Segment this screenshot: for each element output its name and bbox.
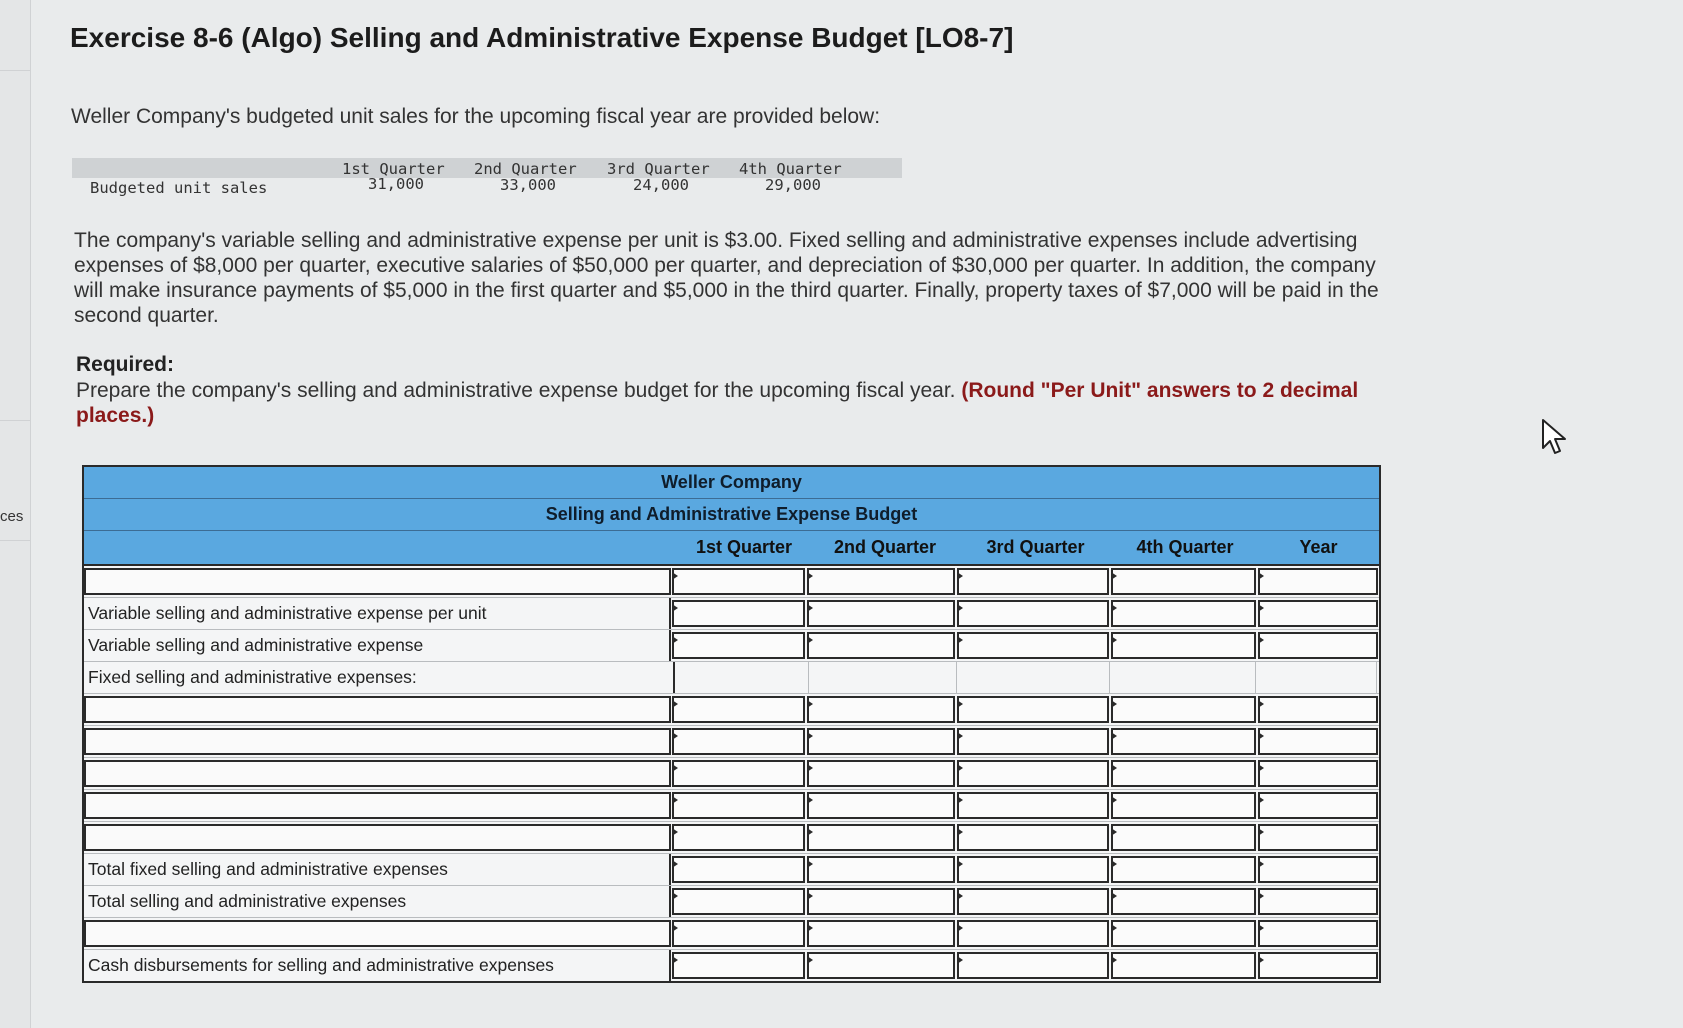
answer-cell[interactable] bbox=[672, 824, 805, 851]
answer-cell[interactable] bbox=[957, 728, 1109, 755]
budget-row bbox=[84, 886, 1379, 918]
answer-cell[interactable] bbox=[957, 792, 1109, 819]
answer-cell[interactable] bbox=[1111, 792, 1256, 819]
answer-cell[interactable] bbox=[1258, 568, 1378, 595]
answer-cell[interactable] bbox=[807, 600, 954, 627]
column-header-row bbox=[84, 531, 1379, 566]
answer-cell[interactable] bbox=[1258, 920, 1378, 947]
empty-cell bbox=[1256, 662, 1377, 693]
unit-sales-value-q4: 29,000 bbox=[765, 176, 821, 194]
answer-cell[interactable] bbox=[672, 952, 805, 979]
unit-sales-value-q1: 31,000 bbox=[368, 175, 424, 193]
budget-row bbox=[84, 854, 1379, 886]
answer-cell[interactable] bbox=[807, 856, 954, 883]
row-label-input[interactable] bbox=[84, 568, 671, 595]
budget-row bbox=[84, 758, 1379, 790]
answer-cell[interactable] bbox=[957, 952, 1109, 979]
answer-cell[interactable] bbox=[1258, 632, 1378, 659]
answer-cell[interactable] bbox=[1111, 856, 1256, 883]
answer-cell[interactable] bbox=[1111, 760, 1256, 787]
answer-cell[interactable] bbox=[1258, 888, 1378, 915]
answer-cell[interactable] bbox=[1258, 696, 1378, 723]
answer-cell[interactable] bbox=[957, 888, 1109, 915]
col-header-q4: 4th Quarter bbox=[1136, 537, 1234, 557]
answer-cell[interactable] bbox=[672, 792, 805, 819]
budget-row bbox=[84, 822, 1379, 854]
answer-cell[interactable] bbox=[672, 760, 805, 787]
budget-title: Selling and Administrative Expense Budget bbox=[84, 499, 1379, 531]
budget-row bbox=[84, 726, 1379, 758]
unit-sales-header bbox=[72, 158, 902, 178]
page-title: Exercise 8-6 (Algo) Selling and Administrative Expense Budget [LO8-7] bbox=[70, 22, 1014, 53]
side-tab-label[interactable]: ces bbox=[0, 508, 24, 525]
empty-cell bbox=[957, 662, 1110, 693]
answer-cell[interactable] bbox=[957, 568, 1109, 595]
answer-cell[interactable] bbox=[807, 760, 954, 787]
answer-cell[interactable] bbox=[807, 568, 954, 595]
empty-cell bbox=[809, 662, 957, 693]
answer-cell[interactable] bbox=[807, 920, 954, 947]
unit-sales-row-label: Budgeted unit sales bbox=[90, 179, 268, 197]
side-divider bbox=[0, 70, 30, 71]
unit-sales-col-q2: 2nd Quarter bbox=[474, 160, 577, 178]
budget-row bbox=[84, 950, 1379, 981]
answer-cell[interactable] bbox=[672, 920, 805, 947]
unit-sales-value-q3: 24,000 bbox=[633, 176, 689, 194]
answer-cell[interactable] bbox=[1111, 920, 1256, 947]
side-divider bbox=[0, 540, 30, 541]
budget-row bbox=[84, 598, 1379, 630]
unit-sales-row bbox=[72, 175, 902, 202]
answer-cell[interactable] bbox=[1258, 728, 1378, 755]
intro-text: Weller Company's budgeted unit sales for the upcoming fiscal year are provided below: bbox=[71, 105, 881, 128]
budget-row bbox=[84, 694, 1379, 726]
answer-cell[interactable] bbox=[957, 824, 1109, 851]
answer-cell[interactable] bbox=[1111, 568, 1256, 595]
answer-cell[interactable] bbox=[957, 856, 1109, 883]
row-label-input[interactable] bbox=[84, 728, 671, 755]
row-label-input[interactable] bbox=[84, 824, 671, 851]
unit-sales-col-q3: 3rd Quarter bbox=[607, 160, 710, 178]
answer-cell[interactable] bbox=[672, 888, 805, 915]
budget-row bbox=[84, 662, 1379, 694]
row-label-input[interactable] bbox=[84, 792, 671, 819]
col-header-year: Year bbox=[1299, 537, 1338, 557]
answer-cell[interactable] bbox=[1258, 952, 1378, 979]
row-label-input[interactable] bbox=[84, 920, 671, 947]
unit-sales-col-q4: 4th Quarter bbox=[739, 160, 842, 178]
answer-cell[interactable] bbox=[807, 824, 954, 851]
answer-cell[interactable] bbox=[1111, 824, 1256, 851]
answer-cell[interactable] bbox=[807, 952, 954, 979]
answer-cell[interactable] bbox=[672, 632, 805, 659]
column-header-spacer bbox=[84, 531, 677, 564]
mouse-pointer-icon bbox=[1540, 418, 1570, 458]
answer-cell[interactable] bbox=[672, 856, 805, 883]
row-label-var-expense: Variable selling and administrative expense bbox=[84, 630, 671, 661]
required-text: Prepare the company's selling and administrative expense budget for the upcoming fiscal year. bbox=[76, 379, 956, 402]
empty-cell bbox=[675, 662, 809, 693]
answer-cell[interactable] bbox=[672, 696, 805, 723]
answer-cell[interactable] bbox=[807, 696, 954, 723]
answer-cell[interactable] bbox=[1111, 600, 1256, 627]
col-header-q3: 3rd Quarter bbox=[986, 537, 1085, 557]
answer-cell[interactable] bbox=[1111, 888, 1256, 915]
row-label-input[interactable] bbox=[84, 760, 671, 787]
row-label-var-per-unit: Variable selling and administrative expense per unit bbox=[84, 598, 671, 629]
answer-cell[interactable] bbox=[957, 920, 1109, 947]
budget-header bbox=[84, 467, 1379, 531]
budget-row bbox=[84, 630, 1379, 662]
answer-cell[interactable] bbox=[957, 696, 1109, 723]
answer-cell[interactable] bbox=[807, 728, 954, 755]
row-label-total-fixed: Total fixed selling and administrative expenses bbox=[84, 854, 671, 885]
required-instructions bbox=[76, 378, 1366, 428]
budget-worksheet bbox=[82, 465, 1381, 983]
row-label-cash: Cash disbursements for selling and administrative expenses bbox=[84, 950, 671, 981]
rounding-note: (Round "Per Unit" answers to 2 decimal places.) bbox=[76, 379, 1359, 427]
answer-cell[interactable] bbox=[1111, 696, 1256, 723]
answer-cell[interactable] bbox=[957, 600, 1109, 627]
company-name: Weller Company bbox=[84, 467, 1379, 499]
answer-cell[interactable] bbox=[1111, 632, 1256, 659]
answer-cell[interactable] bbox=[807, 888, 954, 915]
row-label-total: Total selling and administrative expenses bbox=[84, 886, 671, 917]
unit-sales-col-q1: 1st Quarter bbox=[342, 160, 445, 178]
col-header-q2: 2nd Quarter bbox=[833, 537, 937, 557]
budget-row bbox=[84, 790, 1379, 822]
answer-cell[interactable] bbox=[1111, 952, 1256, 979]
answer-cell[interactable] bbox=[807, 632, 954, 659]
budget-row bbox=[84, 918, 1379, 950]
col-header-q1: 1st Quarter bbox=[695, 537, 793, 557]
answer-cell[interactable] bbox=[1258, 856, 1378, 883]
answer-cell[interactable] bbox=[672, 600, 805, 627]
problem-description: The company's variable selling and administrative expense per unit is $3.00. Fixed selling and administrative expenses include advertising expenses of $8,000 per quarter, executive salaries of $50,000 per quarter, and depreciation of $30,000 per quarter. In addition, the company will make insurance payments of $5,000 in the first quarter and $5,000 in the third quarter. Finally, property taxes of $7,000 will be paid in the second quarter. bbox=[74, 229, 1379, 327]
answer-cell[interactable] bbox=[957, 760, 1109, 787]
answer-cell[interactable] bbox=[1258, 760, 1378, 787]
answer-cell[interactable] bbox=[1111, 728, 1256, 755]
empty-cell bbox=[1110, 662, 1256, 693]
answer-cell[interactable] bbox=[957, 632, 1109, 659]
row-label-fixed-header: Fixed selling and administrative expenses: bbox=[84, 662, 675, 693]
unit-sales-table bbox=[72, 158, 902, 202]
answer-cell[interactable] bbox=[672, 728, 805, 755]
unit-sales-value-q2: 33,000 bbox=[500, 176, 556, 194]
budget-row bbox=[84, 566, 1379, 598]
side-panel bbox=[0, 0, 31, 1028]
answer-cell[interactable] bbox=[672, 568, 805, 595]
answer-cell[interactable] bbox=[807, 792, 954, 819]
required-heading: Required: bbox=[76, 353, 175, 376]
side-divider bbox=[0, 420, 30, 421]
answer-cell[interactable] bbox=[1258, 792, 1378, 819]
answer-cell[interactable] bbox=[1258, 824, 1378, 851]
row-label-input[interactable] bbox=[84, 696, 671, 723]
answer-cell[interactable] bbox=[1258, 600, 1378, 627]
